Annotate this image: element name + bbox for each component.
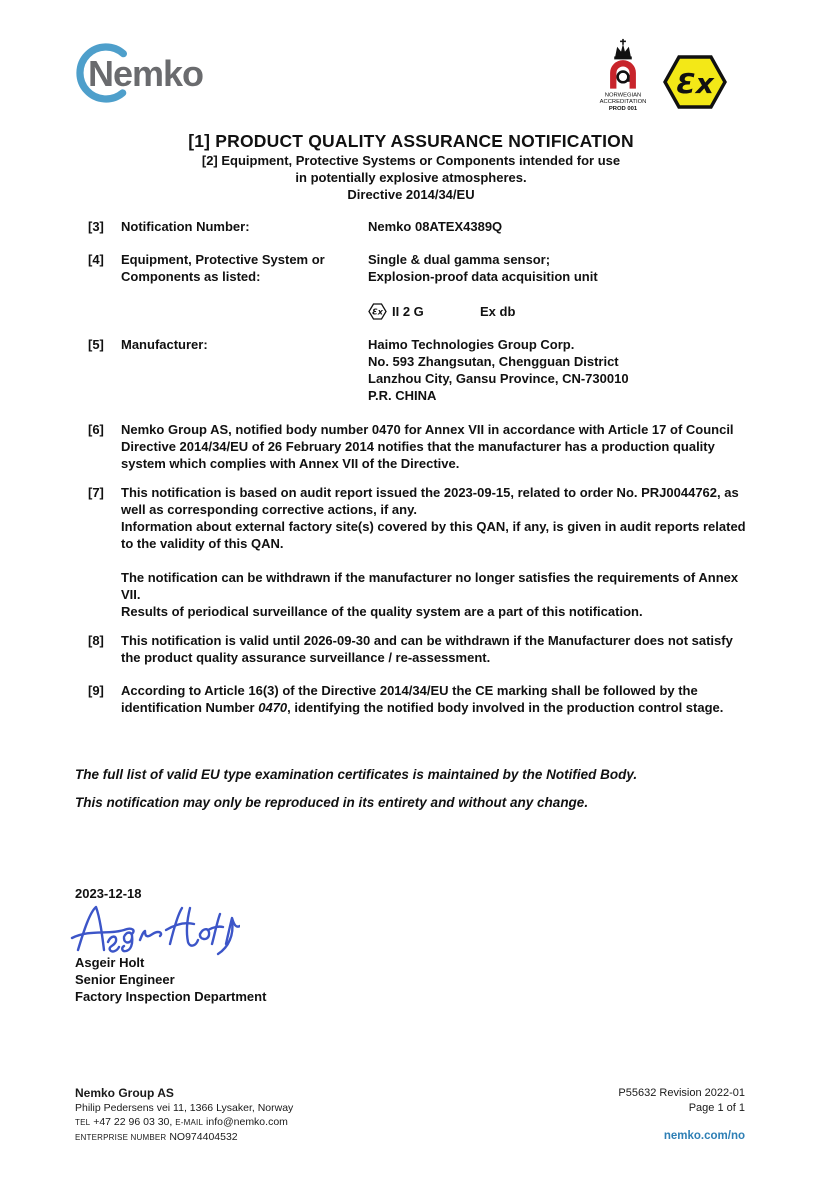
validity-text: This notification is valid until 2026-09-30 and can be withdrawn if the Manufacturer does not satisfy the product quality assurance surveillance / re-assessment. [121,633,733,665]
signatory-block [75,954,266,1005]
email-value: info@nemko.com [206,1116,288,1128]
equipment-value [368,251,746,285]
manufacturer-address [368,336,746,404]
atex-ex-logo-icon [662,55,728,109]
ex-logo-glyph: Ɛx [676,67,714,100]
equipment-label [121,251,368,285]
equipment-value-line1: Single & dual gamma sensor; [368,252,551,267]
footer-enterprise-line [75,1130,293,1145]
section-number: [7] [88,485,104,500]
footer-company-name: Nemko Group AS [75,1086,174,1100]
nemko-website-link[interactable]: nemko.com/no [663,1130,745,1142]
manufacturer-street: No. 593 Zhangsutan, Chengguan District [368,354,619,369]
ce-marking-text [121,682,746,716]
footer-contact-line [75,1115,293,1130]
manufacturer-city: Lanzhou City, Gansu Province, CN-730010 [368,371,629,386]
norwegian-accreditation-logo-icon [592,36,654,112]
accreditation-text-line3: PROD 001 [608,106,638,112]
section-manufacturer [88,336,746,404]
accreditation-text-line1: NORWEGIAN [604,92,642,99]
manufacturer-name: Haimo Technologies Group Corp. [368,337,575,352]
signatory-name: Asgeir Holt [75,955,145,970]
equipment-group-marking: II 2 G [392,303,424,319]
section-number: [9] [88,683,104,698]
certificates-list-statement: The full list of valid EU type examination certificates is maintained by the Notified Body. [75,767,638,782]
signature-handwriting [70,900,240,958]
signature-date: 2023-12-18 [75,886,142,901]
protection-marking: Ex db [480,303,516,319]
audit-basis-text [121,484,746,620]
surveillance-paragraph: Results of periodical surveillance of the quality system are a part of this notification. [121,604,643,619]
footer-company-block [75,1086,293,1145]
signatory-role: Senior Engineer [75,972,175,987]
section-number: [6] [88,422,104,437]
enterprise-number-label: ENTERPRISE NUMBER [75,1133,167,1142]
notified-body-text: Nemko Group AS, notified body number 0470 for Annex VII in accordance with Article 17 of Council Directive 2014/34/EU of 26 February 2014 notifies that the manufacturer has a production quality system which complies with Annex VII of the Directive. [121,422,734,471]
notified-body-number: 0470 [258,700,288,715]
ce-marking-text-after: , identifying the notified body involved in the production control stage. [287,700,724,715]
section-ce-marking [88,682,746,716]
email-label: E-MAIL [175,1118,204,1127]
section-number: [5] [88,337,104,352]
manufacturer-label: Manufacturer: [121,337,208,352]
equipment-value-line2: Explosion-proof data acquisition unit [368,269,598,284]
external-factory-paragraph: Information about external factory site(s) covered by this QAN, if any, is given in audit reports related to the validity of this QAN. [121,519,746,551]
ce-marking-text-before: According to Article 16(3) of the Directive 2014/34/EU the CE marking shall be followed by the identification Number [121,683,698,715]
footer-address: Philip Pedersens vei 11, 1366 Lysaker, Norway [75,1102,294,1114]
equipment-label-line1: Equipment, Protective System or [121,252,325,267]
document-title: [1] PRODUCT QUALITY ASSURANCE NOTIFICATION [188,131,634,151]
tel-value: +47 22 96 03 30, [93,1116,173,1128]
document-subtitle-line1: [2] Equipment, Protective Systems or Components intended for use [201,153,621,168]
page-indicator: Page 1 of 1 [688,1102,745,1114]
withdrawal-paragraph: The notification can be withdrawn if the manufacturer no longer satisfies the requirements of Annex VII. [121,570,739,602]
signatory-department: Factory Inspection Department [75,989,267,1004]
nemko-logo [74,40,226,106]
section-validity [88,632,746,666]
reproduction-statement: This notification may only be reproduced in its entirety and without any change. [75,795,589,810]
accreditation-text-line2: ACCREDITATION [599,99,647,106]
section-number: [8] [88,633,104,648]
document-reference: P55632 Revision 2022-01 [618,1087,745,1099]
equipment-label-line2: Components as listed: [121,269,261,284]
document-subtitle-line2: in potentially explosive atmospheres. [295,170,527,185]
title-block [0,131,822,203]
audit-report-paragraph: This notification is based on audit report issued the 2023-09-15, related to order No. PRJ0044762, as well as corresponding corrective actions, if any. [121,485,739,517]
nemko-logo-text: Nemko [88,53,204,94]
notification-number-value: Nemko 08ATEX4389Q [368,219,503,234]
section-notification-number [88,218,746,235]
notification-number-label: Notification Number: [121,219,250,234]
section-notified-body [88,421,746,472]
manufacturer-country: P.R. CHINA [368,388,437,403]
section-equipment [88,251,746,285]
content-column [88,218,746,716]
legal-statements [75,766,745,811]
section-number: [3] [88,219,104,234]
enterprise-number-value: NO974404532 [169,1131,238,1143]
section-number: [4] [88,252,104,267]
atex-marking-row [368,301,746,321]
atex-marking-hexagon-icon [368,303,387,320]
atex-marking-glyph: Ɛx [372,307,383,316]
section-audit-basis [88,484,746,620]
tel-label: TEL [75,1118,91,1127]
document-subtitle-line3: Directive 2014/34/EU [347,187,475,202]
footer-reference-block [618,1086,745,1144]
